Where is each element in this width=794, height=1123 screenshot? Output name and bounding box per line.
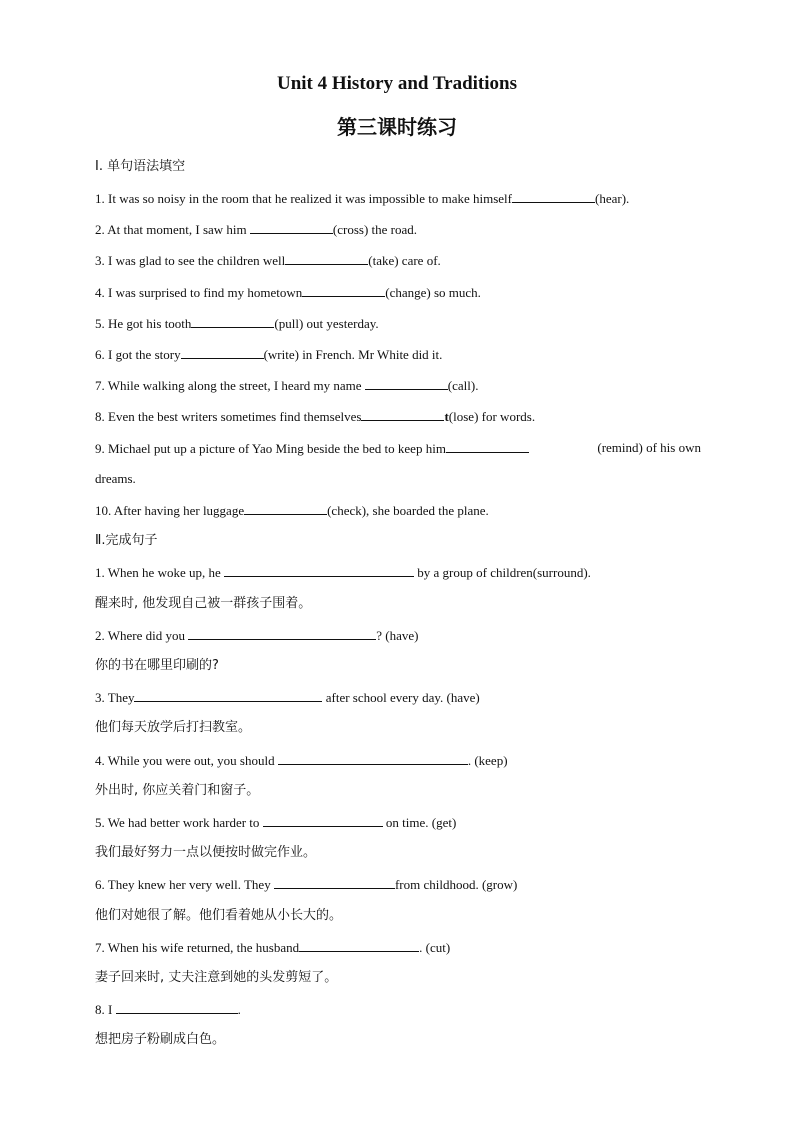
exercise-2-7-translation: 妻子回来时, 丈夫注意到她的头发剪短了。: [95, 970, 338, 985]
question-hint: (remind) of his own: [597, 440, 701, 455]
exercise-2-6-translation: 他们对她很了解。他们看着她从小长大的。: [95, 908, 343, 923]
exercise-2-3-translation: 他们每天放学后打扫教室。: [95, 720, 252, 735]
exercise-2-4: [95, 751, 508, 770]
exercise-1-3: [95, 251, 441, 270]
question-text: 3. They: [95, 690, 135, 705]
question-text: 2. Where did you: [95, 628, 189, 643]
question-hint: (check), she boarded the plane.: [327, 503, 489, 518]
question-hint: from childhood. (grow): [394, 877, 518, 892]
exercise-2-5: [95, 813, 456, 832]
exercise-2-2-translation: 你的书在哪里印刷的?: [95, 658, 219, 673]
question-text: 6. They knew her very well. They: [95, 877, 274, 892]
answer-blank: [285, 251, 368, 265]
question-hint: (pull) out yesterday.: [274, 316, 379, 331]
answer-blank: [512, 189, 595, 203]
question-hint: (hear).: [595, 191, 630, 206]
answer-blank: [116, 1000, 238, 1014]
question-hint: ? (have): [376, 628, 419, 643]
question-hint: . (cut): [419, 940, 451, 955]
question-hint: .: [237, 1002, 241, 1017]
answer-blank: [181, 345, 264, 359]
answer-blank: [250, 220, 333, 234]
answer-blank: [278, 751, 468, 765]
answer-blank: [224, 563, 414, 577]
exercise-2-2: [95, 626, 419, 645]
question-text: 7. When his wife returned, the husband: [95, 940, 300, 955]
question-text: 9. Michael put up a picture of Yao Ming beside the bed to keep him: [95, 441, 446, 456]
exercise-2-3: [95, 688, 480, 707]
exercise-1-9: [95, 439, 701, 458]
question-hint: after school every day. (have): [322, 690, 480, 705]
answer-blank: [188, 626, 376, 640]
exercise-1-2: [95, 220, 417, 239]
question-hint: (take) care of.: [368, 253, 441, 268]
question-text: 7. While walking along the street, I heard my name: [95, 378, 365, 393]
exercise-1-9-continued: [95, 470, 136, 488]
answer-blank: [191, 314, 274, 328]
question-text: 1. It was so noisy in the room that he realized it was impossible to make himself: [95, 191, 513, 206]
exercise-2-8: [95, 1000, 241, 1019]
exercise-1-10: [95, 501, 489, 520]
question-text: 3. I was glad to see the children well: [95, 253, 286, 268]
answer-blank: [244, 501, 327, 515]
question-text-continued: dreams.: [95, 471, 136, 486]
answer-blank: [299, 938, 419, 952]
question-text: 8. Even the best writers sometimes find themselves: [95, 409, 362, 424]
answer-blank: [263, 813, 383, 827]
exercise-2-5-translation: 我们最好努力一点以便按时做完作业。: [95, 845, 317, 860]
question-text: 6. I got the story: [95, 347, 181, 362]
question-hint: by a group of children(surround).: [414, 565, 591, 580]
question-hint: (change) so much.: [385, 285, 481, 300]
question-text: 5. We had better work harder to: [95, 815, 263, 830]
exercise-2-1: [95, 563, 591, 582]
question-text: 4. I was surprised to find my hometown: [95, 285, 303, 300]
answer-blank: [274, 875, 395, 889]
exercise-2-8-translation: 想把房子粉刷成白色。: [95, 1032, 226, 1047]
question-hint: (call).: [447, 378, 479, 393]
answer-blank: [302, 283, 385, 297]
question-hint: (lose) for words.: [448, 409, 536, 424]
question-initial-letter: t: [444, 409, 449, 424]
question-hint: on time. (get): [382, 815, 457, 830]
section2-heading: Ⅱ.完成句子: [95, 533, 158, 548]
exercise-1-5: [95, 314, 379, 333]
exercise-1-4: [95, 283, 481, 302]
exercise-1-6: [95, 345, 442, 364]
exercise-2-1-translation: 醒来时, 他发现自己被一群孩子围着。: [95, 596, 312, 611]
worksheet-subtitle: 第三课时练习: [337, 117, 457, 139]
answer-blank: [365, 376, 448, 390]
answer-blank: [361, 407, 444, 421]
worksheet-title: Unit 4 History and Traditions: [276, 73, 517, 94]
question-text: 2. At that moment, I saw him: [95, 222, 250, 237]
question-text: 4. While you were out, you should: [95, 753, 278, 768]
exercise-2-4-translation: 外出时, 你应关着门和窗子。: [95, 783, 260, 798]
question-text: 1. When he woke up, he: [95, 565, 225, 580]
exercise-2-6: [95, 875, 517, 894]
section1-heading: Ⅰ. 单句语法填空: [95, 159, 186, 174]
exercise-1-7: [95, 376, 478, 395]
exercise-2-7: [95, 938, 450, 957]
question-text: 5. He got his tooth: [95, 316, 192, 331]
exercise-1-1: [95, 189, 629, 208]
exercise-1-8: [95, 407, 535, 426]
question-text: 8. I: [95, 1002, 116, 1017]
question-text: 10. After having her luggage: [95, 503, 245, 518]
question-hint: (cross) the road.: [332, 222, 418, 237]
answer-blank: [134, 688, 322, 702]
question-hint: (write) in French. Mr White did it.: [263, 347, 443, 362]
answer-blank: [446, 439, 529, 453]
question-hint: . (keep): [467, 753, 508, 768]
